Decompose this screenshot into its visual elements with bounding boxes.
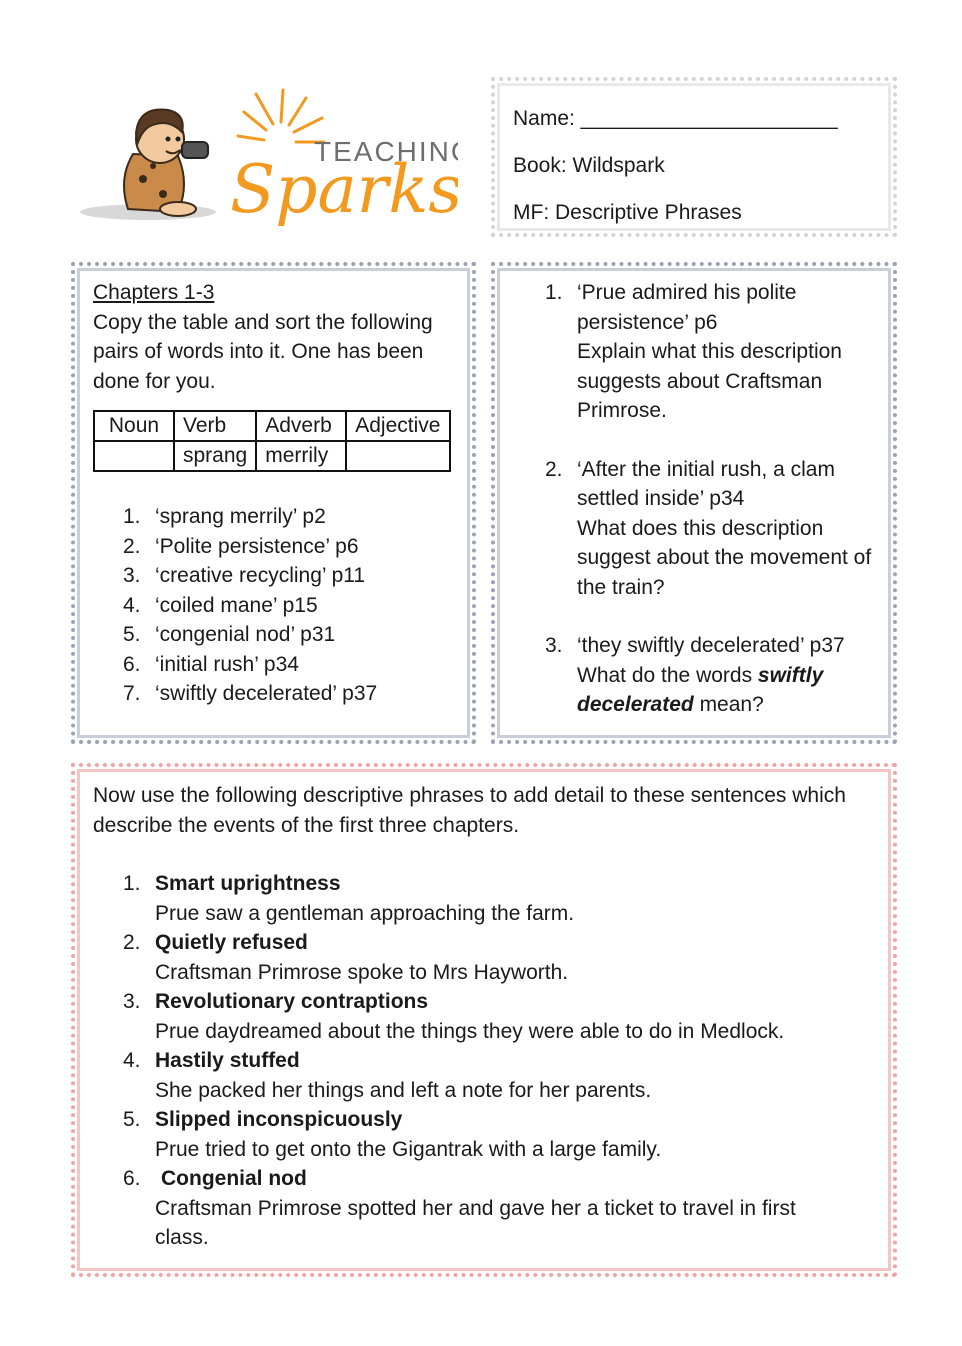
list-item: 4. Hastily stuffed She packed her things and left a note for her parents. xyxy=(123,1049,652,1102)
questions-panel xyxy=(491,262,897,744)
word-sort-table xyxy=(93,410,451,472)
question-2-quote: ‘After the initial rush, a clam settled inside’ p34 xyxy=(577,457,835,510)
header-adjective: Adjective xyxy=(346,411,450,441)
list-item: 6. Congenial nod Craftsman Primrose spotted her and gave her a ticket to travel in first class. xyxy=(123,1167,796,1249)
logo-text-sparks: Sparks xyxy=(230,151,458,228)
list-item: 3. Revolutionary contraptions Prue daydreamed about the things they were able to do in Medlock. xyxy=(123,990,785,1043)
chapters-heading: Chapters 1-3 xyxy=(93,281,215,304)
header-noun: Noun xyxy=(94,411,174,441)
header-verb: Verb xyxy=(174,411,256,441)
list-item: 5. Slipped inconspicuously Prue tried to get onto the Gigantrak with a large family. xyxy=(123,1108,662,1161)
book-title: Book: Wildspark xyxy=(513,154,665,177)
question-3: 3. ‘they swiftly decelerated’ p37 What do the words swiftly decelerated mean? xyxy=(577,631,875,720)
question-2-text: What does this description suggest about the movement of the train? xyxy=(577,516,872,599)
header-adverb: Adverb xyxy=(256,411,346,441)
mf-title: MF: Descriptive Phrases xyxy=(513,201,742,224)
list-item: 7. ‘swiftly decelerated’ p37 xyxy=(123,682,378,705)
cell-adjective xyxy=(346,441,450,471)
cell-noun xyxy=(94,441,174,471)
question-1: 1. ‘Prue admired his polite persistence’ p6 Explain what this description suggests about Craftsman Primrose. xyxy=(577,278,875,426)
question-3-quote: ‘they swiftly decelerated’ p37 xyxy=(577,634,845,657)
list-item: 1. ‘sprang merrily’ p2 xyxy=(123,505,326,528)
phrases-list xyxy=(93,869,875,1253)
list-item: 6. ‘initial rush’ p34 xyxy=(123,652,299,676)
word-pairs-list xyxy=(93,502,454,709)
caveman-logo-icon xyxy=(78,84,458,234)
teaching-sparks-logo xyxy=(78,84,458,234)
table-instructions: Copy the table and sort the following pairs of words into it. One has been done for you. xyxy=(93,310,433,393)
list-item: 4. ‘coiled mane’ p15 xyxy=(123,593,318,617)
list-item: 2. Quietly refused Craftsman Primrose spoke to Mrs Hayworth. xyxy=(123,931,569,984)
list-item: 2. ‘Polite persistence’ p6 xyxy=(123,534,359,558)
cell-verb: sprang xyxy=(174,441,256,471)
table-header-row xyxy=(94,411,450,441)
descriptive-phrases-panel xyxy=(71,763,897,1277)
table-row xyxy=(94,441,450,471)
phrases-intro: Now use the following descriptive phrases to add detail to these sentences which describe the events of the first three chapters. xyxy=(93,784,846,837)
question-2: 2. ‘After the initial rush, a clam settled inside’ p34 What does this description suggest about the movement of the train? xyxy=(577,455,875,603)
list-item: 1. Smart uprightness Prue saw a gentleman approaching the farm. xyxy=(123,872,575,925)
student-info-box xyxy=(491,77,897,237)
list-item: 5. ‘congenial nod’ p31 xyxy=(123,623,336,646)
question-3-text: What do the words swiftly decelerated mean? xyxy=(577,663,824,716)
name-field[interactable]: Name: ______________________ xyxy=(513,107,838,130)
list-item: 3. ‘creative recycling’ p11 xyxy=(123,564,366,587)
chapters-panel xyxy=(71,262,476,744)
question-1-text: Explain what this description suggests about Craftsman Primrose. xyxy=(577,340,842,422)
cell-adverb: merrily xyxy=(256,441,346,471)
question-1-quote: ‘Prue admired his polite persistence’ p6 xyxy=(577,281,797,334)
logo-text-teaching: TEACHIN xyxy=(314,136,451,167)
